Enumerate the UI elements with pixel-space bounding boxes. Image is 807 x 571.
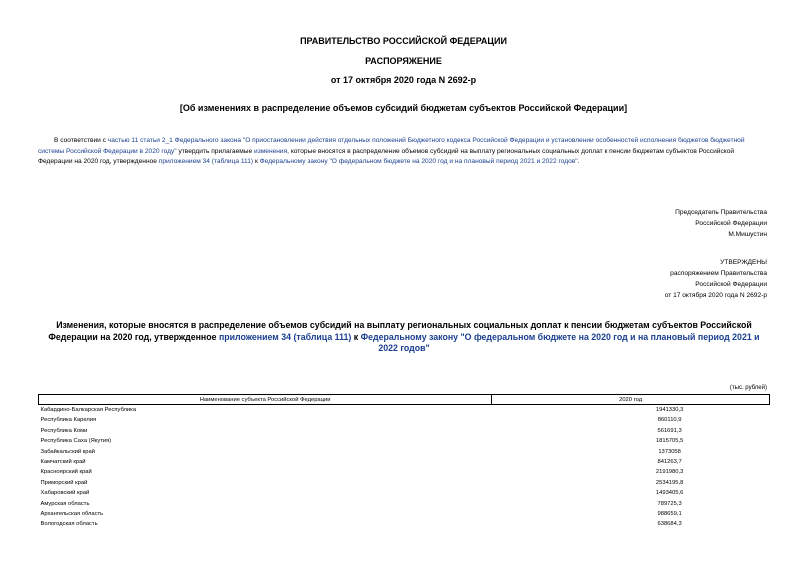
region-name: Камчатский край <box>40 459 86 466</box>
region-name: Кабардино-Балкарская Республика <box>40 407 137 413</box>
unit-label: (тыс. рублей) <box>729 385 767 391</box>
subsidy-value: 561691,3 <box>657 427 682 434</box>
doc-type-heading: РАСПОРЯЖЕНИЕ <box>365 56 442 66</box>
annex-title-link-2[interactable]: Федеральному закону "О федеральном бюджете на 2020 год и на плановый период 2021 и 2022 годов" <box>360 331 760 353</box>
annex-title-text-1: Изменения, которые вносятся в распределение объемов субсидий на выплату региональных социальных доплат к пенсии бюджетам субъектов Российской Федерации на 2020 год, утвержденное <box>48 320 752 342</box>
region-name: Республика Коми <box>40 427 88 434</box>
approval-line-4: от 17 октября 2020 года N 2692-р <box>664 292 767 299</box>
region-name: Забайкальский край <box>40 448 95 455</box>
annex-link[interactable]: приложением 34 (таблица 111) <box>158 158 254 165</box>
approval-line-2: распоряжением Правительства <box>670 270 767 277</box>
changes-link[interactable]: изменения <box>254 147 288 155</box>
subsidy-value: 2191980,3 <box>655 469 684 476</box>
table-body <box>39 405 770 530</box>
table-row <box>39 478 770 488</box>
subsidy-value: 638684,3 <box>657 521 682 528</box>
doc-subject: [Об изменениях в распределение объемов субсидий бюджетам субъектов Российской Федерации] <box>179 103 628 113</box>
subsidy-value: 860110,9 <box>657 417 682 424</box>
paragraph-text-4: к <box>253 158 260 165</box>
subsidy-value: 841263,7 <box>657 459 682 466</box>
subsidy-value: 1373058 <box>658 448 681 455</box>
signature-line-1: Председатель Правительства <box>675 209 767 216</box>
paragraph-text-3: , которые вносятся в распределение объемов субсидий на выплату региональных социальных доплат к пенсии бюджетам субъектов Российской Федерации на 2020 год, утвержденное <box>38 147 735 165</box>
subsidy-table <box>38 394 770 530</box>
body-paragraph <box>38 136 770 168</box>
region-name: Республика Саха (Якутия) <box>40 438 112 445</box>
table-row <box>39 457 770 467</box>
signature-block <box>675 207 767 240</box>
table-row <box>39 415 770 425</box>
table-row <box>39 436 770 446</box>
subsidy-value: 1815705,5 <box>655 438 684 445</box>
table-row <box>39 447 770 457</box>
region-name: Архангельская область <box>40 511 104 518</box>
table-row <box>39 488 770 498</box>
law-link[interactable]: частью 11 статьи 2_1 Федерального закона "О приостановлении действия отдельных положений Бюджетного кодекса Российской Федерации и установлении особенностей исполнения бюджетов бюджетной системы Российской Федерации в 2020 году" <box>38 137 745 155</box>
table-row <box>39 426 770 436</box>
signature-line-3: М.Мишустин <box>728 231 767 238</box>
doc-date: от 17 октября 2020 года N 2692-р <box>330 75 477 85</box>
subsidy-value: 789725,3 <box>657 500 682 507</box>
annex-title-text-2: к <box>351 331 361 342</box>
col-header-year: 2020 год <box>492 395 770 405</box>
table-row <box>39 499 770 509</box>
region-name: Хабаровский край <box>40 490 90 497</box>
region-name: Вологодская область <box>40 521 98 528</box>
col-header-name: Наименование субъекта Российской Федерации <box>39 395 492 405</box>
region-name: Республика Карелия <box>40 417 97 424</box>
subsidy-value: 988659,1 <box>657 511 682 518</box>
table-row <box>39 405 770 416</box>
subsidy-value: 1493405,6 <box>655 490 684 497</box>
table-row <box>39 509 770 519</box>
approval-block <box>665 257 767 301</box>
paragraph-text-5: . <box>577 158 580 165</box>
approval-line-3: Российской Федерации <box>695 281 767 288</box>
budget-law-link[interactable]: Федеральному закону "О федеральном бюджете на 2020 год и на плановый период 2021 и 2022 годов" <box>259 158 578 165</box>
region-name: Амурская область <box>40 500 90 507</box>
table-header-row <box>39 395 770 405</box>
region-name: Красноярский край <box>40 469 92 476</box>
paragraph-text-1: В соответствии с <box>54 137 108 144</box>
subsidy-value: 1941330,3 <box>655 407 684 413</box>
annex-title <box>38 320 770 355</box>
org-heading: ПРАВИТЕЛЬСТВО РОССИЙСКОЙ ФЕДЕРАЦИИ <box>300 36 507 46</box>
region-name: Приморский край <box>40 479 88 486</box>
signature-line-2: Российской Федерации <box>695 220 767 227</box>
annex-title-link-1[interactable]: приложением 34 (таблица 111) <box>218 331 352 342</box>
table-row <box>39 519 770 529</box>
paragraph-text-2: утвердить прилагаемые <box>176 147 255 155</box>
table-row <box>39 467 770 477</box>
approval-line-1: УТВЕРЖДЕНЫ <box>720 259 767 266</box>
subsidy-value: 2534195,8 <box>655 479 684 486</box>
